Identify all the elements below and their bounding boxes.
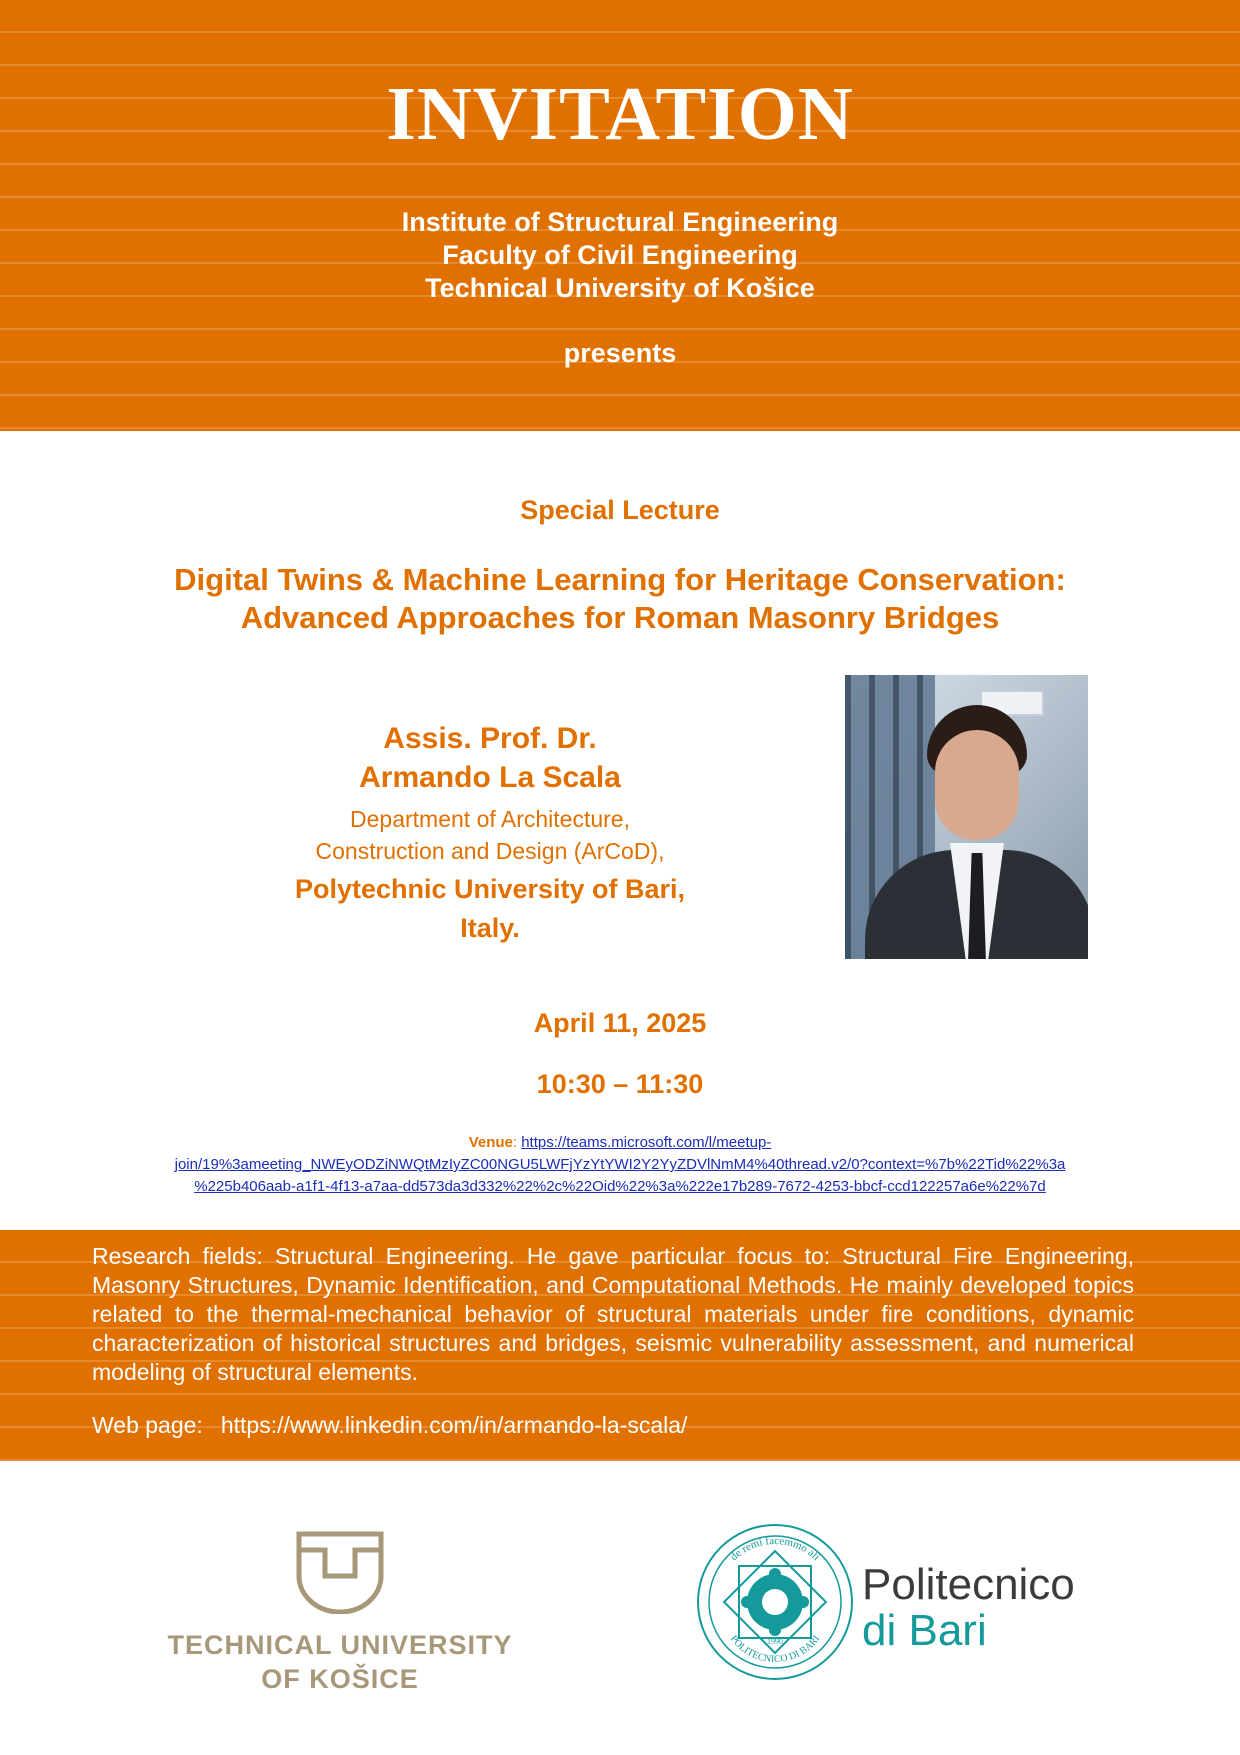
venue-teams-link[interactable] (175, 1134, 1066, 1195)
speaker-department-line1: Department of Architecture, (350, 806, 630, 832)
presents-text: presents (563, 338, 677, 368)
venue-link-line3: %225b406aab-a1f1-4f13-a7aa-dd573da3d332%22%2c%22Oid%22%3a%222e17b289-7672-4253-bbcf-ccd122257a6e%22%7d (194, 1178, 1046, 1195)
poliba-seal-icon (695, 1522, 855, 1682)
web-page-label: Web page: (92, 1412, 203, 1438)
speaker-name: Armando La Scala (359, 761, 621, 794)
speaker-academic-title: Assis. Prof. Dr. (383, 722, 597, 755)
seal-bottom-text: POLITECNICO DI BARI (727, 1633, 823, 1666)
web-page-row (92, 1412, 687, 1439)
tuke-logo (160, 1530, 520, 1694)
tuke-name-line1: TECHNICAL UNIVERSITY (167, 1630, 513, 1660)
org-line-faculty: Faculty of Civil Engineering (442, 240, 798, 270)
speaker-department-line2: Construction and Design (ArCoD), (315, 838, 665, 864)
lecture-type: Special Lecture (520, 495, 720, 525)
web-page-url[interactable]: https://www.linkedin.com/in/armando-la-scala/ (220, 1412, 688, 1438)
tuke-emblem-icon (295, 1530, 385, 1614)
seal-top-text: de remi facemmo ali (727, 1534, 823, 1564)
venue-separator: : (512, 1134, 518, 1151)
lecture-date: April 11, 2025 (533, 1008, 707, 1038)
poliba-name-line2: di Bari (862, 1606, 987, 1655)
venue-label: Venue (468, 1134, 513, 1151)
venue-link-line2: join/19%3ameeting_NWEyODZiNWQtMzIyZC00NGU5LWFjYzYtYWI2Y2YyZDVlNmM4%40thread.v2/0?context=%7b%22Tid%22%3a (174, 1156, 1066, 1173)
lecture-title-line2: Advanced Approaches for Roman Masonry Bridges (240, 600, 1000, 635)
speaker-university: Polytechnic University of Bari, (294, 874, 686, 904)
invitation-title: INVITATION (386, 72, 854, 156)
speaker-photo (845, 675, 1088, 959)
venue-link-line1: https://teams.microsoft.com/l/meetup- (521, 1134, 772, 1151)
lecture-title-line1: Digital Twins & Machine Learning for Heritage Conservation: (174, 562, 1066, 597)
lecture-time: 10:30 – 11:30 (536, 1069, 704, 1099)
venue-block (80, 1132, 1160, 1198)
research-fields-text: Research fields: Structural Engineering. He gave particular focus to: Structural Fire Engineering, Masonry Structures, Dynamic Identification, and Computational Methods. He mainly developed topics related to the thermal-mechanical behavior of structural materials under fire conditions, dynamic characterization of historical structures and bridges, seismic vulnerability assessment, and numerical modeling of structural elements. (92, 1243, 1134, 1385)
org-line-institute: Institute of Structural Engineering (401, 207, 839, 237)
org-line-university: Technical University of Košice (425, 273, 815, 303)
svg-text:de remi facemmo ali (728, 1535, 822, 1563)
speaker-country: Italy. (460, 913, 520, 943)
poliba-name-line1: Politecnico (862, 1560, 1075, 1609)
tuke-name-line2: OF KOŠICE (261, 1664, 419, 1694)
seal-year: 1990 (767, 1637, 783, 1646)
